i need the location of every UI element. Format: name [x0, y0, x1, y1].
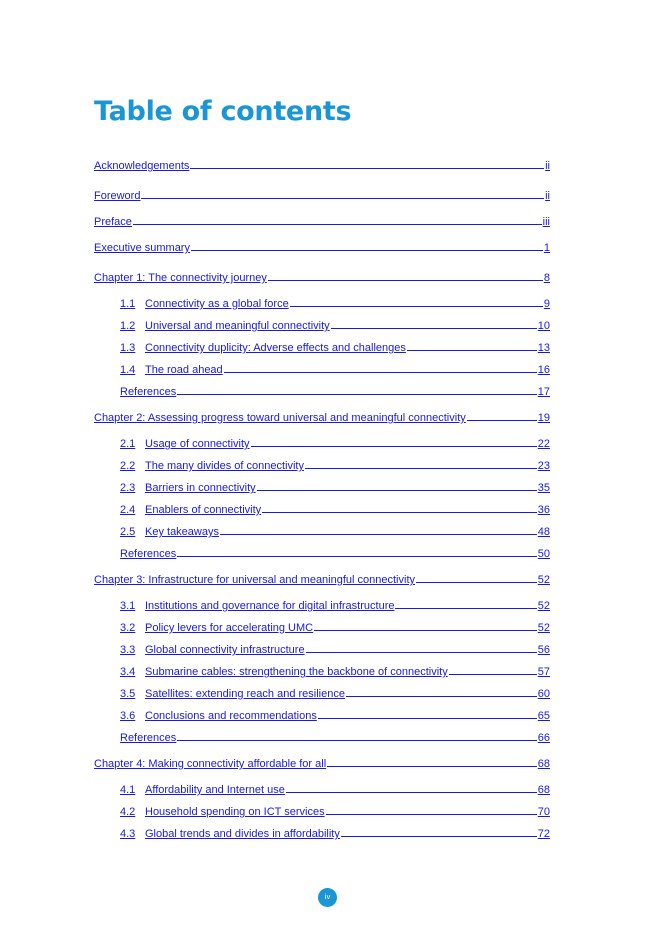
dot-leader [220, 534, 537, 535]
toc-entry-label: Satellites: extending reach and resilience [145, 688, 345, 700]
toc-entry-label: The many divides of connectivity [145, 460, 304, 472]
dot-leader [449, 674, 537, 675]
toc-entry-label: Submarine cables: strengthening the backbone of connectivity [145, 666, 448, 678]
toc-section-link[interactable] [120, 709, 550, 723]
toc-page-number: 72 [537, 828, 550, 840]
toc-section-link[interactable] [120, 503, 550, 517]
dot-leader [262, 512, 537, 513]
toc-entry-number: 2.4 [120, 504, 136, 516]
toc-entry-label: Key takeaways [145, 526, 219, 538]
toc-page-number: 66 [537, 732, 550, 744]
toc-page-number: ii [545, 160, 550, 172]
dot-leader [224, 372, 537, 373]
toc-page-number: 56 [537, 644, 550, 656]
toc-entry-label: Affordability and Internet use [145, 784, 285, 796]
dot-leader [467, 420, 537, 421]
toc-section-link[interactable] [120, 547, 550, 561]
toc-section-link[interactable] [120, 621, 550, 635]
toc-entry-number: 3.6 [120, 710, 136, 722]
toc-chapter-link[interactable] [94, 411, 550, 425]
toc-page-number: 17 [537, 386, 550, 398]
dot-leader [407, 350, 537, 351]
toc-entry-label: Foreword [94, 190, 141, 202]
dot-leader [314, 630, 537, 631]
page-title: Table of contents [94, 96, 352, 127]
dot-leader [257, 490, 537, 491]
toc-section-link[interactable] [120, 827, 550, 841]
toc-chapter-link[interactable] [94, 241, 550, 255]
toc-section-link[interactable] [120, 687, 550, 701]
toc-page-number: 1 [543, 242, 550, 254]
dot-leader [290, 306, 543, 307]
toc-entry-label: Policy levers for accelerating UMC [145, 622, 314, 634]
dot-leader [190, 168, 544, 169]
toc-section-link[interactable] [120, 363, 550, 377]
toc-entry-label: Institutions and governance for digital infrastructure [145, 600, 395, 612]
toc-entry-label: Universal and meaningful connectivity [145, 320, 330, 332]
toc-section-link[interactable] [120, 599, 550, 613]
toc-section-link[interactable] [120, 437, 550, 451]
toc-entry-number: 4.1 [120, 784, 136, 796]
toc-page-number: 16 [537, 364, 550, 376]
dot-leader [141, 198, 544, 199]
toc-entry-number: 3.3 [120, 644, 136, 656]
toc-section-link[interactable] [120, 459, 550, 473]
toc-page-number: ii [545, 190, 550, 202]
dot-leader [341, 836, 537, 837]
toc-section-link[interactable] [120, 805, 550, 819]
toc-page-number: 70 [537, 806, 550, 818]
dot-leader [191, 250, 543, 251]
dot-leader [268, 280, 543, 281]
toc-page-number: 65 [537, 710, 550, 722]
toc-page-number: 9 [543, 298, 550, 310]
dot-leader [133, 224, 542, 225]
toc-section-link[interactable] [120, 341, 550, 355]
dot-leader [177, 740, 536, 741]
toc-page-number: 60 [537, 688, 550, 700]
page-number-badge: iv [318, 888, 337, 907]
toc-page-number: 50 [537, 548, 550, 560]
toc-entry-label: References [120, 386, 177, 398]
toc-entry-label: Conclusions and recommendations [145, 710, 317, 722]
toc-entry-label: Acknowledgements [94, 160, 190, 172]
toc-entry-label: References [120, 548, 177, 560]
toc-section-link[interactable] [120, 525, 550, 539]
toc-section-link[interactable] [120, 731, 550, 745]
toc-page-number: iii [542, 216, 550, 228]
toc-entry-number: 3.5 [120, 688, 136, 700]
toc-entry-label: The road ahead [145, 364, 223, 376]
toc-chapter-link[interactable] [94, 159, 550, 173]
dot-leader [177, 394, 536, 395]
toc-entry-number: 2.5 [120, 526, 136, 538]
dot-leader [305, 468, 537, 469]
toc-page-number: 52 [537, 574, 550, 586]
toc-entry-number: 1.3 [120, 342, 136, 354]
toc-section-link[interactable] [120, 385, 550, 399]
toc-chapter-link[interactable] [94, 271, 550, 285]
toc-page-number: 10 [537, 320, 550, 332]
toc-page-number: 52 [537, 600, 550, 612]
toc-entry-label: Chapter 1: The connectivity journey [94, 272, 267, 284]
toc-entry-number: 1.4 [120, 364, 136, 376]
toc-page-number: 8 [543, 272, 550, 284]
toc-entry-number: 4.3 [120, 828, 136, 840]
toc-entry-label: Household spending on ICT services [145, 806, 325, 818]
toc-page-number: 52 [537, 622, 550, 634]
toc-entry-label: Enablers of connectivity [145, 504, 262, 516]
toc-entry-label: Connectivity duplicity: Adverse effects and challenges [145, 342, 406, 354]
toc-entry-number: 3.4 [120, 666, 136, 678]
toc-entry-number: 2.2 [120, 460, 136, 472]
toc-page-number: 23 [537, 460, 550, 472]
toc-page-number: 48 [537, 526, 550, 538]
toc-entry-label: Connectivity as a global force [145, 298, 289, 310]
toc-page-number: 57 [537, 666, 550, 678]
toc-entry-label: Executive summary [94, 242, 190, 254]
dot-leader [331, 328, 537, 329]
toc-entry-label: References [120, 732, 177, 744]
toc-chapter-link[interactable] [94, 573, 550, 587]
toc-page-number: 22 [537, 438, 550, 450]
dot-leader [327, 766, 537, 767]
dot-leader [306, 652, 537, 653]
toc-entry-number: 1.2 [120, 320, 136, 332]
toc-entry-number: 4.2 [120, 806, 136, 818]
toc-entry-label: Global trends and divides in affordability [145, 828, 340, 840]
dot-leader [251, 446, 537, 447]
dot-leader [177, 556, 536, 557]
toc-page-number: 36 [537, 504, 550, 516]
toc-section-link[interactable] [120, 643, 550, 657]
toc-entry-number: 2.3 [120, 482, 136, 494]
toc-section-link[interactable] [120, 783, 550, 797]
toc-page-number: 68 [537, 784, 550, 796]
dot-leader [395, 608, 536, 609]
toc-entry-label: Chapter 2: Assessing progress toward universal and meaningful connectivity [94, 412, 466, 424]
toc-page-number: 19 [537, 412, 550, 424]
toc-entry-label: Usage of connectivity [145, 438, 250, 450]
toc-entry-number: 2.1 [120, 438, 136, 450]
toc-entry-label: Preface [94, 216, 132, 228]
toc-section-link[interactable] [120, 481, 550, 495]
toc-entry-label: Chapter 3: Infrastructure for universal and meaningful connectivity [94, 574, 415, 586]
toc-chapter-link[interactable] [94, 215, 550, 229]
dot-leader [326, 814, 537, 815]
toc-entry-label: Global connectivity infrastructure [145, 644, 305, 656]
dot-leader [346, 696, 537, 697]
toc-entry-number: 3.1 [120, 600, 136, 612]
toc-page-number: 68 [537, 758, 550, 770]
toc-section-link[interactable] [120, 297, 550, 311]
toc-chapter-link[interactable] [94, 189, 550, 203]
toc-entry-number: 3.2 [120, 622, 136, 634]
dot-leader [318, 718, 537, 719]
toc-page-number: 13 [537, 342, 550, 354]
toc-chapter-link[interactable] [94, 757, 550, 771]
toc-entry-number: 1.1 [120, 298, 136, 310]
toc-entry-label: Chapter 4: Making connectivity affordable for all [94, 758, 327, 770]
dot-leader [416, 582, 537, 583]
toc-section-link[interactable] [120, 319, 550, 333]
toc-section-link[interactable] [120, 665, 550, 679]
toc-entry-label: Barriers in connectivity [145, 482, 256, 494]
toc-page-number: 35 [537, 482, 550, 494]
dot-leader [286, 792, 537, 793]
